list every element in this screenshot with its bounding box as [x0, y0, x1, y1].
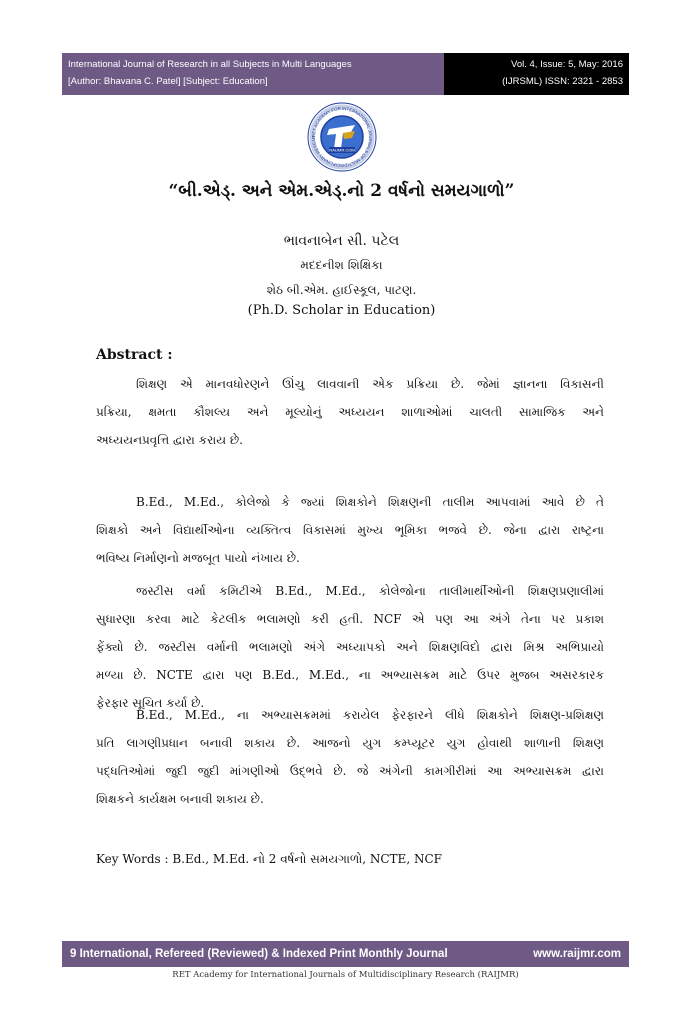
author-name: ભાવનાબેન સી. પટેલ [283, 233, 400, 249]
paragraph-line: પદ્ધતિઓમાં જુદી જુદી માંગણીઓ ઉદ્ભવે છે. જે અંગેની કામગીરીમાં આ અભ્યાસક્રમ દ્વારા [96, 764, 604, 778]
author-subject: [Author: Bhavana C. Patel] [Subject: Education] [68, 76, 268, 87]
footer-journal: 9 International, Refereed (Reviewed) & Indexed Print Monthly Journal [70, 948, 448, 960]
paragraph-line: સુધારણા કરવા માટે કેટલીક ભલામણો કરી હતી. NCF એ પણ આ અંગે તેના પર પ્રકાશ [96, 612, 604, 626]
author-institution: શેઠ બી.એમ. હાઈસ્કૂલ, પાટણ. [266, 283, 417, 297]
author-phd: (Ph.D. Scholar in Education) [247, 303, 436, 318]
raijmr-logo [307, 102, 377, 172]
footer-band [62, 941, 629, 967]
journal-header [62, 53, 629, 95]
paper-title: “બી.એડ્. અને એમ.એડ્.નો 2 વર્ષનો સમયગાળો” [168, 181, 515, 201]
abstract-heading: Abstract : [96, 347, 173, 363]
keywords: Key Words : B.Ed., M.Ed. નો 2 વર્ષનો સમયગાળો, NCTE, NCF [96, 852, 442, 866]
journal-footer [62, 941, 629, 980]
abstract-paragraph [96, 701, 604, 813]
paragraph-line: મળ્યા છે. NCTE દ્વારા પણ B.Ed., M.Ed., ના અભ્યાસક્રમ માટે ઉપર મુજબ અસરકારક [96, 668, 604, 682]
paragraph-line: B.Ed., M.Ed., કોલેજો કે જ્યાં શિક્ષકોને શિક્ષણની તાલીમ આપવામાં આવે છે તે [136, 495, 604, 509]
paragraph-line: ફેરફાર સૂચિત કર્યા છે. [96, 696, 205, 710]
paragraph-line: ફેંક્યો છે. જસ્ટીસ વર્માની ભલામણો અંગે અધ્યાપકો અને શિક્ષણવિદો દ્વારા મિશ્ર અભિપ્રાયો [96, 640, 604, 654]
paragraph-line: શિક્ષકને કાર્યક્ષમ બનાવી શકાય છે. [96, 792, 264, 806]
paragraph-line: પ્રક્રિયા, ક્ષમતા કૌશલ્ય અને મૂલ્યોનું અધ્યયન શાળાઓમાં ચાલતી સામાજિક અને [96, 405, 604, 419]
footer-academy: RET Academy for International Journals of Multidisciplinary Research (RAIJMR) [172, 970, 519, 980]
abstract-paragraph [96, 488, 604, 572]
paragraph-line: શિક્ષણ એ માનવધોરણને ઊંચુ લાવવાની એક પ્રક્રિયા છે. જેમાં જ્ઞાનના વિકાસની [136, 377, 604, 391]
logo-ring-text: RET ACADEMY FOR INTERNATIONAL JOURNALS OF MULTIDISCIPLINARY RESEAR [310, 105, 374, 169]
paragraph-line: ભવિષ્ય નિર્માણનો મજબૂત પાયો નંખાય છે. [96, 551, 300, 565]
abstract-paragraph [96, 370, 604, 454]
paragraph-line: B.Ed., M.Ed., ના અભ્યાસક્રમમાં કરાયેલ ફેરફારને લીધે શિક્ષકોને શિક્ષણ-પ્રશિક્ષણ [136, 708, 604, 722]
journal-name: International Journal of Research in all Subjects in Multi Languages [68, 59, 352, 70]
logo-label: RAIJMR.COM [329, 147, 355, 153]
issn-info: (IJRSML) ISSN: 2321 - 2853 [502, 76, 623, 87]
footer-website[interactable]: www.raijmr.com [533, 948, 621, 960]
paragraph-line: જસ્ટીસ વર્મા કમિટીએ B.Ed., M.Ed., કોલેજોના તાલીમાર્થીઓની શિક્ષણપ્રણાલીમાં [136, 584, 604, 598]
header-right [444, 53, 629, 95]
header-left [62, 53, 444, 95]
paragraph-line: પ્રતિ લાગણીપ્રધાન બનાવી શકાય છે. આજનો યુગ કમ્પ્યૂટર યુગ હોવાથી શાળાની શિક્ષણ [96, 736, 604, 750]
abstract-paragraph [96, 577, 604, 717]
volume-info: Vol. 4, Issue: 5, May: 2016 [511, 59, 623, 70]
author-designation: મદદનીશ શિક્ષિકા [300, 258, 383, 272]
paragraph-line: શિક્ષકો અને વિદ્યાર્થીઓના વ્યક્તિત્વ વિકાસમાં મુખ્ય ભૂમિકા ભજવે છે. જેના દ્વારા રાષ્ટ્રના [96, 523, 604, 537]
paragraph-line: અધ્યયનપ્રવૃત્તિ દ્વારા કરાય છે. [96, 433, 243, 447]
